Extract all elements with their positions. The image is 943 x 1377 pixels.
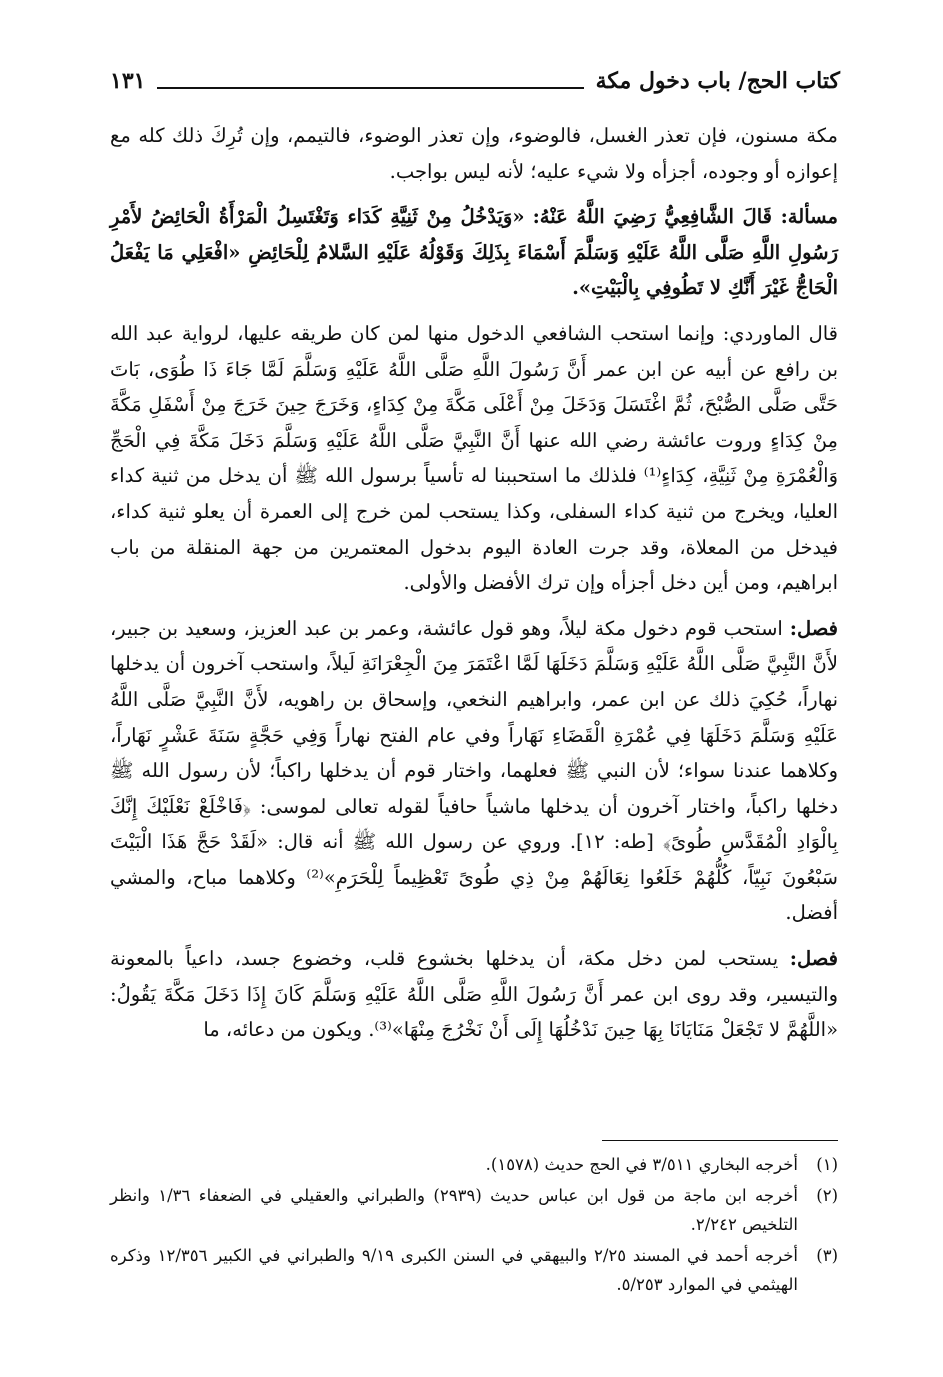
running-header <box>110 62 840 96</box>
paragraph-text: «وَيَدْخُلُ مِنْ ثَنِيَّةِ كَدَاء وَتَغْتَسِلُ الْمَرْأَةُ الْحَائِضُ لأَمْرِ رَسُولِ اللَّهِ صَلَّى اللَّهُ عَلَيْهِ وَسَلَّمَ أَسْمَاءَ بِذَلِكَ وَقَوْلُهُ عَلَيْهِ السَّلامُ لِلْحَائِضِ «افْعَلِي مَا يَفْعَلُ الْحَاجُّ غَيْرَ أَنَّكِ لا تَطُوفِي بِالْبَيْتِ». <box>110 205 838 300</box>
footnote-number: (٢) <box>816 1186 838 1205</box>
chapter-title: كتاب الحج/ باب دخول مكة <box>595 68 840 94</box>
footnote-text: أخرجه البخاري ٣/٥١١ في الحج حديث (١٥٧٨). <box>485 1155 798 1174</box>
footnote <box>110 1241 838 1299</box>
footnote <box>110 1150 838 1179</box>
paragraph <box>110 941 838 1048</box>
paragraph-lead: فصل: <box>789 947 838 971</box>
paragraph <box>110 199 838 306</box>
page-number: ١٣١ <box>110 68 146 94</box>
footnote-text: أخرجه أحمد في المسند ٢/٢٥ والبيهقي في السنن الكبرى ٩/١٩ والطبراني في الكبير ١٢/٣٥٦ وذكره الهيثمي في الموارد ٥/٢٥٣. <box>110 1246 798 1294</box>
paragraph-text: مكة مسنون، فإن تعذر الغسل، فالوضوء، وإن تعذر الوضوء، فالتيمم، وإن تُرِكَ ذلك كله مع إعوازه أو وجوده، أجزأه ولا شيء عليه؛ لأنه ليس بواجب. <box>110 124 838 183</box>
header-rule <box>157 87 583 89</box>
paragraph-text: استحب قوم دخول مكة ليلاً، وهو قول عائشة، وعمر بن عبد العزيز، وسعيد بن جبير، لأَنَّ النَّبِيَّ صَلَّى اللَّهُ عَلَيْهِ وَسَلَّمَ دَخَلَهَا لَمَّا اعْتَمَرَ مِنَ الْجِعْرَانَةِ لَيلاً، واستحب آخرون أن يدخلها نهاراً، حُكِيَ ذلك عن ابن عمر، وابراهيم النخعي، وإسحاق بن راهويه، لأَنَّ النَّبِيَّ صَلَّى اللَّهُ عَلَيْهِ وَسَلَّمَ دَخَلَهَا فِي عُمْرَةِ الْقَضَاءِ نَهَاراً وفي عام الفتح نهاراً وَفِي حَجَّةٍ سَنَةَ عَشْرٍ نَهَاراً، وكلاهما عندنا سواء؛ لأن النبي ﷺ فعلهما، واختار قوم أن يدخلها راكباً؛ لأن رسول الله ﷺ دخلها راكباً، واختار آخرون أن يدخلها ماشياً حافياً لقوله تعالى لموسى: ﴿فَاخْلَعْ نَعْلَيْكَ إِنَّكَ بِالْوَادِ الْمُقَدَّسِ طُوىً﴾ [طه: ١٢]. وروي عن رسول الله ﷺ أنه قال: «لَقَدْ حَجَّ هَذَا الْبَيْتَ سَبْعُونَ نَبِيّاً، كُلُّهُمْ خَلَعُوا نِعَالَهُمْ مِنْ ذِي طُوىً تَعْظِيماً لِلْحَرَمِ»⁽²⁾ وكلاهما مباح، والمشي أفضل. <box>110 616 839 925</box>
footnote-number: (٣) <box>816 1246 838 1265</box>
paragraph <box>110 316 838 601</box>
paragraph <box>110 118 838 189</box>
footnote-separator <box>602 1140 838 1141</box>
paragraph-lead: فصل: <box>789 616 838 640</box>
main-text <box>110 118 838 1058</box>
footnote <box>110 1181 838 1239</box>
paragraph <box>110 611 838 931</box>
footnote-text: أخرجه ابن ماجة من قول ابن عباس حديث (٢٩٣٩) والطبراني والعقيلي في الضعفاء ١/٣٦ وانظر التلخيص ٢/٢٤٢. <box>110 1186 798 1234</box>
footnotes <box>110 1150 838 1301</box>
paragraph-text: قال الماوردي: وإنما استحب الشافعي الدخول منها لمن كان طريقه عليها، لرواية عبد الله بن رافع عن أبيه عن ابن عمر أَنَّ رَسُولَ اللَّهِ صَلَّى اللَّهُ عَلَيْهِ وَسَلَّمَ لَمَّا جَاءَ ذَا طُوَى، بَاتَ حَتَّى صَلَّى الصُّبْحَ، ثُمَّ اغْتَسَلَ وَدَخَلَ مِنْ أَعْلَى مَكَّةَ مِنْ كِدَاءٍ، وَخَرَجَ حِينَ خَرَجَ مِنْ أَسْفَلِ مَكَّةَ مِنْ كِدَاءٍ وروت عائشة رضي الله عنها أَنَّ النَّبِيَّ صَلَّى اللَّهُ عَلَيْهِ وَسَلَّمَ دَخَلَ مَكَّةَ فِي الْحَجِّ وَالْعُمْرَةِ مِنْ ثَنِيَّةِ، كِدَاءٍ⁽¹⁾ فلذلك ما استحببنا له تأسياً برسول الله ﷺ أن يدخل من ثنية كداء العليا، ويخرج من ثنية كداء السفلى، وكذا يستحب لمن خرج إلى العمرة أن يعلو ثنية كداء، فيدخل من المعلاة، وقد جرت العادة اليوم بدخول المعتمرين من جهة المنقلة من باب ابراهيم، ومن أين دخل أجزأه وإن ترك الأفضل والأولى. <box>110 321 838 595</box>
paragraph-text: يستحب لمن دخل مكة، أن يدخلها بخشوع قلب، وخضوع جسد، داعياً بالمعونة والتيسير، وقد روى ابن عمر أَنَّ رَسُولَ اللَّهِ صَلَّى اللَّهُ عَلَيْهِ وَسَلَّمَ كَانَ إِذَا دَخَلَ مَكَّةَ يَقُولُ: «اللَّهُمَّ لا تَجْعَلْ مَنَايَانَا بِهَا حِينَ نَدْخُلُهَا إِلَى أَنْ نَخْرُجَ مِنْهَا»⁽³⁾. ويكون من دعائه، ما <box>110 947 838 1042</box>
footnote-number: (١) <box>816 1155 838 1174</box>
paragraph-lead: مسألة: قَالَ الشَّافِعِيُّ رَضِيَ اللَّهُ عَنْهُ: <box>532 205 838 229</box>
